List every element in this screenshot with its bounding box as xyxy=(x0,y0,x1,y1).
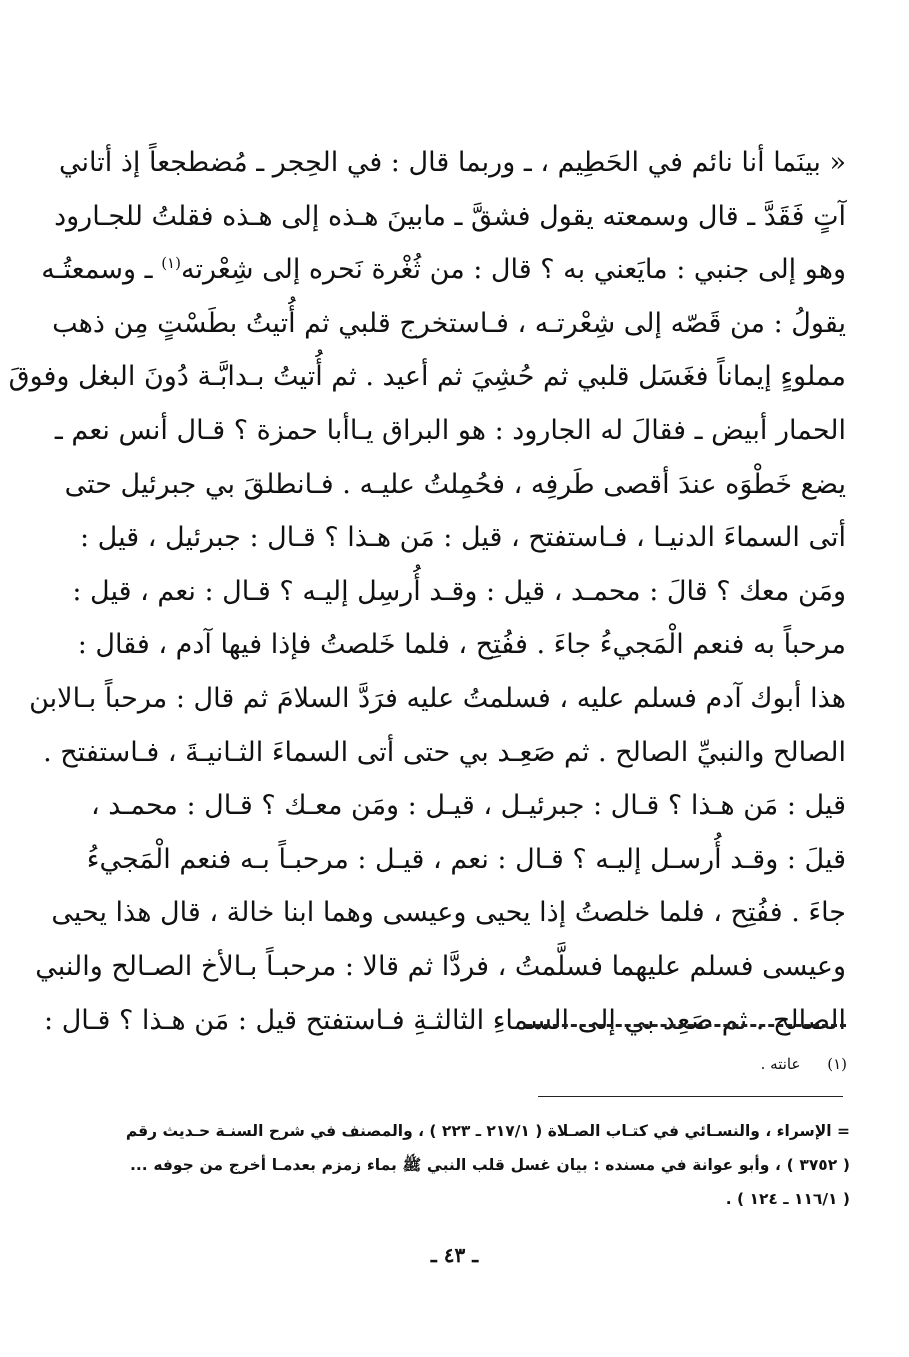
text-line: الصالح والنبيِّ الصالح . ثم صَعِـد بي حتى أتى السماءَ الثـانيـةَ ، فـاستفتح . xyxy=(43,736,846,768)
note-line: = الإسراء ، والنسـائي في كتـاب الصـلاة ( ٢١٧/١ ـ ٢٢٣ ) ، والمصنف في شرح السنـة حـديث رقم xyxy=(125,1122,850,1140)
footnote-number: (١) xyxy=(827,1055,847,1073)
text-line: ومَن معك ؟ قالَ : محمـد ، قيل : وقـد أُرسِل إليـه ؟ قـال : نعم ، قيل : xyxy=(72,575,846,607)
note-line: ( ٣٧٥٢ ) ، وأبو عوانة في مسنده : بيان غسل قلب النبي ﷺ بماء زمزم بعدمـا أخرج من جوفه ... xyxy=(130,1156,850,1174)
text-line: الحمار أبيض ـ فقالَ له الجارود : هو البراق يـاأبا حمزة ؟ قـال أنس نعم ـ xyxy=(54,414,846,446)
footnote-text: عانته . xyxy=(760,1055,801,1073)
text-line: أتى السماءَ الدنيـا ، فـاستفتح ، قيل : مَن هـذا ؟ قـال : جبرئيل ، قيل : xyxy=(79,522,846,554)
text-line: قيلَ : وقـد أُرسـل إليـه ؟ قـال : نعم ، قيـل : مرحبـاً بـه فنعم الْمَجيءُ xyxy=(86,843,846,875)
text-line: مملوءٍ إيماناً فغَسَل قلبي ثم حُشِيَ ثم أعيد . ثم أُتيتُ بـدابَّـة دُونَ البغل وفوقَ xyxy=(8,361,846,393)
text-line-part: ـ وسمعتُـه xyxy=(41,254,153,286)
text-line: وعيسى فسلم عليهما فسلَّمتُ ، فردَّا ثم قالا : مرحبـاً بـالأخ الصـالح والنبي xyxy=(35,950,846,982)
note-line: ( ١١٦/١ ـ ١٢٤ ) . xyxy=(725,1190,850,1208)
footnote-marker: (١) xyxy=(161,254,181,273)
text-line: الصالح . ثم صَعِد بي إلى السماءِ الثالثـةِ فـاستفتح قيل : مَن هـذا ؟ قـال : xyxy=(44,1004,846,1036)
text-line: قيل : مَن هـذا ؟ قـال : جبرئيـل ، قيـل : ومَن معـك ؟ قـال : محمـد ، xyxy=(91,790,846,822)
text-line: « بينَما أنا نائم في الحَطِيم ، ـ وربما قال : في الحِجر ـ مُضطجعاً إذ أتاني xyxy=(59,147,846,178)
text-line: جاءَ . ففُتِح ، فلما خلصتُ إذا يحيى وعيسى وهما ابنا خالة ، قال هذا يحيى xyxy=(51,897,846,929)
notes-separator-rule xyxy=(538,1096,843,1097)
main-text-block xyxy=(8,136,846,1047)
reference-notes xyxy=(125,1114,850,1216)
text-line: يقولُ : من قَصّه إلى شِعْرتـه ، فـاستخرج قلبي ثم أُتيتُ بطَسْتٍ مِن ذهب xyxy=(52,307,846,339)
text-line: مرحباً به فنعم الْمَجيءُ جاءَ . ففُتِح ، فلما خَلصتُ فإذا فيها آدم ، فقال : xyxy=(77,629,846,661)
dashed-separator xyxy=(526,1024,846,1027)
text-line: آتٍ فَقَدَّ ـ قال وسمعته يقول فشقَّ ـ مابينَ هـذه إلى هـذه فقلتُ للجـارود xyxy=(54,200,846,232)
text-line: يضع خَطْوَه عندَ أقصى طَرفِه ، فحُمِلتُ عليـه . فـانطلقَ بي جبرئيل حتى xyxy=(64,468,846,500)
text-line-with-footnote xyxy=(41,243,846,297)
text-line: هذا أبوك آدم فسلم عليه ، فسلمتُ عليه فرَدَّ السلامَ ثم قال : مرحباً بـالابن xyxy=(29,682,846,714)
footnote xyxy=(587,1052,847,1076)
page-number: ـ ٤٣ ـ xyxy=(430,1243,479,1267)
text-line-part: وهو إلى جنبي : مايَعني به ؟ قال : من ثُغْرة نَحره إلى شِعْرته xyxy=(180,254,846,286)
